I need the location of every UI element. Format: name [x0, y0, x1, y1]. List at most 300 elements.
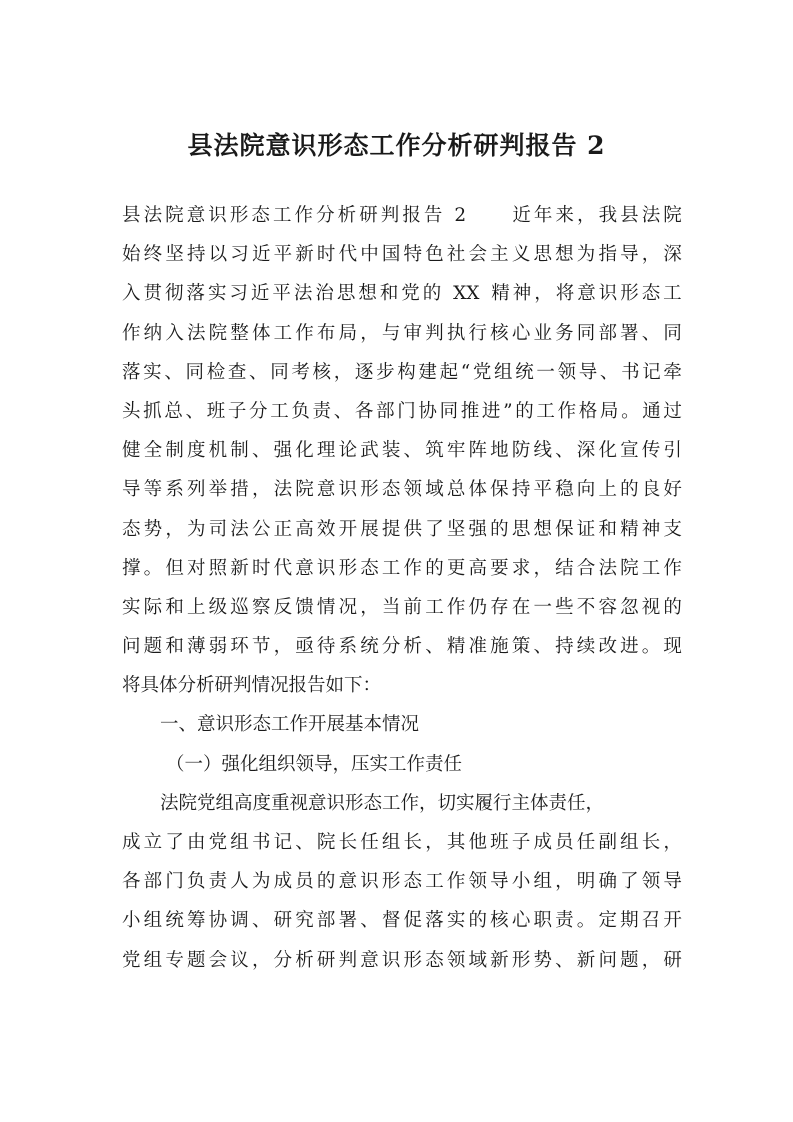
- text-glyph: 筹: [186, 910, 206, 932]
- text-glyph: 代: [338, 244, 358, 266]
- text-glyph: 立: [143, 832, 163, 853]
- text-glyph: 班: [206, 400, 226, 422]
- text-glyph: 更: [446, 557, 466, 579]
- text-glyph: 的: [620, 479, 639, 501]
- text-glyph: 、: [360, 910, 379, 932]
- text-glyph: 督: [381, 910, 401, 932]
- text-glyph: 深: [576, 440, 596, 462]
- text-glyph: 、: [251, 910, 271, 932]
- text-glyph: 近: [250, 283, 270, 305]
- text-glyph: 为: [186, 518, 206, 540]
- text-glyph: 要: [490, 557, 509, 579]
- text-glyph: 强: [468, 518, 488, 540]
- text-glyph: 支: [663, 518, 682, 540]
- text-glyph: 弱: [208, 636, 228, 658]
- text-glyph: 当: [381, 596, 401, 618]
- text-glyph: ，: [165, 518, 184, 540]
- text-glyph: 坚: [165, 244, 184, 266]
- text-glyph: 、: [555, 949, 574, 971]
- text-glyph: 以: [208, 244, 228, 266]
- text-glyph: 定: [598, 910, 617, 932]
- text-glyph: 同: [439, 400, 459, 422]
- text-glyph: 问: [598, 949, 617, 971]
- text-glyph: 反: [273, 596, 293, 618]
- text-glyph: 形: [620, 283, 639, 305]
- text-glyph: 题: [186, 949, 206, 971]
- text-glyph: 子: [227, 400, 247, 422]
- text-glyph: 节: [251, 636, 271, 658]
- text-glyph: 识: [381, 949, 401, 971]
- text-glyph: 门: [397, 400, 416, 422]
- text-glyph: 、: [403, 440, 423, 462]
- text-glyph: 了: [425, 518, 444, 540]
- text-glyph: 署: [338, 910, 358, 932]
- text-glyph: 负: [291, 400, 310, 422]
- text-glyph: 想: [533, 518, 552, 540]
- text-glyph: 会: [208, 949, 228, 971]
- paragraph-line: [122, 510, 682, 549]
- text-glyph: 为: [251, 871, 271, 893]
- text-glyph: 对: [186, 557, 206, 579]
- text-glyph: 作: [446, 871, 466, 893]
- text-glyph: 现: [663, 636, 682, 658]
- text-glyph: 为: [576, 244, 596, 266]
- text-glyph: 研: [663, 949, 682, 971]
- text-glyph: 员: [295, 871, 314, 893]
- text-glyph: 实: [207, 283, 227, 305]
- text-glyph: 识: [598, 283, 618, 305]
- text-glyph: 公: [251, 518, 271, 540]
- text-glyph: 识: [360, 871, 379, 893]
- text-glyph: 的: [468, 910, 488, 932]
- text-glyph: 人: [230, 871, 249, 893]
- text-glyph: 组: [230, 832, 249, 853]
- text-glyph: 整: [230, 322, 249, 344]
- text-glyph: 法: [186, 322, 206, 344]
- text-glyph: 高: [295, 518, 314, 540]
- text-glyph: 责: [208, 871, 228, 893]
- text-glyph: 责: [312, 400, 332, 422]
- text-glyph: 贯: [143, 283, 162, 305]
- text-glyph: 法: [293, 283, 313, 305]
- text-glyph: ”: [503, 400, 513, 422]
- text-glyph: 考: [291, 361, 310, 383]
- text-glyph: 分: [316, 205, 335, 226]
- text-glyph: 报: [402, 205, 421, 226]
- text-glyph: 体: [468, 479, 488, 501]
- text-glyph: 装: [381, 440, 401, 462]
- text-glyph: 态: [381, 479, 401, 501]
- text-glyph: 职: [533, 910, 552, 932]
- text-glyph: 全: [143, 440, 163, 462]
- text-glyph: 形: [381, 871, 401, 893]
- text-glyph: 稳: [555, 479, 574, 501]
- text-glyph: 体: [251, 322, 271, 344]
- text-glyph: 析: [337, 205, 357, 226]
- text-glyph: 形: [338, 557, 358, 579]
- text-glyph: 通: [642, 400, 661, 422]
- text-glyph: 专: [165, 949, 184, 971]
- text-glyph: 判: [338, 949, 358, 971]
- paragraph-line: [122, 431, 682, 470]
- text-glyph: 导: [620, 244, 639, 266]
- text-glyph: 求: [511, 557, 531, 579]
- text-glyph: 思: [511, 518, 531, 540]
- text-glyph: 识: [208, 205, 227, 226]
- text-glyph: 、: [333, 400, 353, 422]
- text-glyph: 问: [122, 636, 141, 658]
- text-glyph: 保: [490, 479, 509, 501]
- text-glyph: 门: [165, 871, 184, 893]
- text-glyph: 落: [186, 283, 205, 305]
- text-glyph: 法: [641, 205, 661, 226]
- text-glyph: 形: [229, 205, 249, 226]
- text-glyph: 识: [316, 557, 336, 579]
- document-body: [122, 196, 682, 980]
- text-glyph: 牢: [446, 440, 466, 462]
- text-glyph: 入: [122, 283, 141, 305]
- text-glyph: 化: [295, 440, 314, 462]
- text-glyph: 持: [511, 479, 531, 501]
- paragraph-line: [122, 941, 682, 980]
- text-glyph: 落: [425, 910, 444, 932]
- text-glyph: 线: [533, 440, 552, 462]
- text-glyph: 期: [620, 910, 639, 932]
- text-glyph: ，: [273, 636, 293, 658]
- text-glyph: 。: [576, 910, 596, 932]
- paragraph-line: [122, 274, 682, 313]
- text-glyph: 将: [555, 283, 575, 305]
- text-glyph: 持: [555, 636, 574, 658]
- text-glyph: 审: [403, 322, 423, 344]
- text-glyph: 态: [641, 283, 661, 305]
- text-glyph: 合: [576, 557, 596, 579]
- text-glyph: 和: [165, 636, 184, 658]
- paragraph-line: [122, 823, 682, 862]
- text-glyph: 各: [122, 871, 141, 893]
- text-glyph: 组: [494, 361, 513, 383]
- text-glyph: 平: [533, 479, 552, 501]
- text-glyph: 工: [641, 557, 661, 579]
- text-glyph: 小: [122, 910, 141, 932]
- text-glyph: 的: [316, 871, 336, 893]
- text-glyph: 各: [354, 400, 374, 422]
- text-glyph: 法: [230, 518, 249, 540]
- text-glyph: 强: [273, 440, 293, 462]
- text-glyph: 党: [472, 361, 492, 383]
- text-glyph: 域: [468, 949, 488, 971]
- text-glyph: 署: [620, 322, 639, 344]
- text-glyph: 实: [122, 596, 141, 618]
- text-glyph: ，: [555, 871, 574, 893]
- text-glyph: 作: [663, 557, 682, 579]
- text-glyph: [469, 196, 488, 235]
- text-glyph: 保: [555, 518, 574, 540]
- text-glyph: 时: [316, 244, 336, 266]
- text-glyph: 局: [338, 322, 358, 344]
- text-glyph: 结: [555, 557, 574, 579]
- text-glyph: 化: [598, 440, 617, 462]
- text-glyph: 正: [273, 518, 293, 540]
- text-glyph: 治: [315, 283, 334, 305]
- text-glyph: 组: [143, 949, 163, 971]
- text-glyph: 、: [185, 400, 205, 422]
- document-title: 县法院意识形态工作分析研判报告 2: [187, 131, 606, 160]
- text-glyph: 新: [576, 949, 596, 971]
- text-glyph: 同: [270, 361, 289, 383]
- paragraph-line: [122, 627, 682, 666]
- text-glyph: 抓: [143, 400, 162, 422]
- text-glyph: 责: [555, 910, 574, 932]
- text-glyph: 理: [316, 440, 336, 462]
- text-glyph: 一: [533, 596, 552, 618]
- text-glyph: 但: [165, 557, 184, 579]
- text-glyph: 总: [164, 400, 183, 422]
- text-glyph: 。: [641, 636, 661, 658]
- text-glyph: 习: [230, 244, 249, 266]
- paragraph-line: [122, 862, 682, 901]
- text-glyph: 策: [511, 636, 531, 658]
- text-glyph: 会: [468, 244, 488, 266]
- text-glyph: 、: [249, 361, 268, 383]
- text-glyph: 法: [598, 557, 617, 579]
- text-glyph: 格: [578, 400, 598, 422]
- text-glyph: 忽: [620, 596, 639, 618]
- text-glyph: 业: [533, 322, 552, 344]
- text-glyph: 展: [360, 518, 379, 540]
- text-glyph: 系: [338, 636, 358, 658]
- text-glyph: 的: [663, 596, 682, 618]
- text-glyph: 续: [576, 636, 596, 658]
- text-glyph: 作: [122, 322, 141, 344]
- text-glyph: ，: [251, 949, 271, 971]
- text-glyph: ，: [663, 832, 682, 853]
- text-glyph: 坚: [446, 518, 466, 540]
- text-glyph: 记: [273, 832, 293, 853]
- text-glyph: 新: [230, 557, 249, 579]
- text-glyph: 研: [273, 910, 293, 932]
- text-glyph: 、: [641, 322, 661, 344]
- text-glyph: 准: [468, 636, 488, 658]
- text-glyph: 研: [359, 205, 378, 226]
- text-glyph: 进: [481, 400, 501, 422]
- text-glyph: 部: [598, 322, 617, 344]
- text-glyph: 执: [446, 322, 466, 344]
- text-glyph: ，: [251, 479, 271, 501]
- text-glyph: 域: [425, 479, 444, 501]
- text-glyph: 思: [533, 244, 552, 266]
- text-glyph: 识: [338, 479, 358, 501]
- text-glyph: 开: [338, 518, 358, 540]
- text-glyph: 院: [316, 832, 336, 853]
- text-glyph: 建: [418, 361, 437, 383]
- text-glyph: 负: [186, 871, 206, 893]
- text-glyph: 、: [599, 361, 619, 383]
- text-glyph: 导: [578, 361, 598, 383]
- text-glyph: 彻: [164, 283, 184, 305]
- text-glyph: ，: [641, 244, 661, 266]
- text-glyph: 上: [598, 479, 617, 501]
- text-glyph: 领: [468, 871, 488, 893]
- text-glyph: 与: [381, 322, 401, 344]
- text-glyph: 确: [598, 871, 617, 893]
- text-glyph: 改: [598, 636, 617, 658]
- text-glyph: 形: [403, 949, 423, 971]
- text-glyph: 、: [533, 636, 552, 658]
- text-glyph: 意: [338, 871, 358, 893]
- paragraph-line: [122, 392, 682, 431]
- paragraph-line: 法院党组高度重视意识形态工作，切实履行主体责任，: [160, 792, 605, 814]
- text-glyph: 纳: [143, 322, 163, 344]
- text-glyph: 总: [446, 479, 466, 501]
- text-glyph: 召: [641, 910, 661, 932]
- text-glyph: [444, 274, 450, 313]
- text-glyph: 院: [165, 205, 184, 226]
- text-glyph: 步: [376, 361, 395, 383]
- text-glyph: 义: [511, 244, 531, 266]
- text-glyph: 工: [272, 205, 292, 226]
- text-glyph: 况: [338, 596, 358, 618]
- text-glyph: 议: [230, 949, 249, 971]
- text-glyph: 意: [186, 205, 206, 226]
- text-glyph: 同: [576, 322, 596, 344]
- text-glyph: 了: [620, 871, 639, 893]
- text-glyph: 意: [295, 557, 314, 579]
- text-glyph: 院: [663, 205, 682, 226]
- text-glyph: 撑: [122, 557, 141, 579]
- text-glyph: 任: [360, 832, 379, 853]
- text-glyph: 高: [468, 557, 488, 579]
- text-glyph: 我: [598, 205, 618, 226]
- text-glyph: 制: [165, 440, 184, 462]
- text-glyph: 领: [446, 949, 466, 971]
- text-glyph: 举: [208, 479, 228, 501]
- text-glyph: 工: [536, 400, 555, 422]
- text-glyph: 书: [621, 361, 640, 383]
- text-glyph: 牵: [663, 361, 682, 383]
- text-glyph: 查: [227, 361, 247, 383]
- text-glyph: 供: [403, 518, 423, 540]
- text-glyph: 健: [122, 440, 141, 462]
- text-glyph: 组: [381, 832, 401, 853]
- text-glyph: 势: [143, 518, 163, 540]
- text-glyph: 容: [598, 596, 617, 618]
- text-glyph: 引: [663, 440, 682, 462]
- text-glyph: 同: [185, 361, 205, 383]
- text-glyph: “: [460, 361, 471, 383]
- text-glyph: 想: [358, 283, 377, 305]
- text-glyph: 、: [251, 440, 271, 462]
- text-glyph: 视: [641, 596, 661, 618]
- text-glyph: 向: [576, 479, 596, 501]
- text-glyph: 色: [425, 244, 444, 266]
- text-glyph: 意: [316, 479, 336, 501]
- text-glyph: 。: [143, 557, 163, 579]
- text-glyph: 作: [446, 596, 466, 618]
- subsection-heading: （一）强化组织领导，压实工作责任: [166, 753, 463, 775]
- text-glyph: 分: [381, 636, 401, 658]
- text-glyph: 持: [186, 244, 206, 266]
- text-glyph: 工: [270, 400, 289, 422]
- text-glyph: 措: [230, 479, 249, 501]
- text-glyph: 的: [425, 557, 444, 579]
- text-glyph: 态: [122, 518, 141, 540]
- text-glyph: 论: [338, 440, 358, 462]
- text-glyph: 代: [273, 557, 293, 579]
- text-glyph: 、: [164, 361, 183, 383]
- text-glyph: 明: [576, 871, 596, 893]
- text-glyph: 促: [403, 910, 423, 932]
- text-glyph: 照: [208, 557, 228, 579]
- text-glyph: 导: [122, 479, 141, 501]
- text-glyph: 始: [122, 244, 141, 266]
- text-glyph: 导: [490, 871, 509, 893]
- text-glyph: 同: [663, 322, 682, 344]
- text-glyph: 际: [143, 596, 163, 618]
- text-glyph: 由: [186, 832, 206, 853]
- text-glyph: 领: [403, 479, 423, 501]
- text-glyph: 题: [143, 636, 163, 658]
- text-glyph: 社: [446, 244, 466, 266]
- text-glyph: 研: [316, 949, 336, 971]
- text-glyph: 统: [165, 910, 184, 932]
- text-glyph: ，: [533, 557, 552, 579]
- text-glyph: 开: [663, 910, 682, 932]
- text-glyph: 构: [397, 361, 416, 383]
- text-glyph: 县: [122, 205, 141, 226]
- text-glyph: 在: [511, 596, 531, 618]
- text-glyph: 武: [360, 440, 379, 462]
- text-glyph: 党: [122, 949, 141, 971]
- text-glyph: ，: [360, 322, 379, 344]
- text-glyph: 作: [294, 205, 314, 226]
- text-glyph: 精: [446, 636, 466, 658]
- text-glyph: 起: [439, 361, 459, 383]
- text-glyph: 的: [515, 400, 534, 422]
- text-glyph: 逐: [354, 361, 374, 383]
- text-glyph: 心: [511, 910, 531, 932]
- text-glyph: 任: [576, 832, 596, 853]
- text-glyph: 分: [249, 400, 268, 422]
- text-glyph: 防: [511, 440, 531, 462]
- text-glyph: 作: [557, 400, 577, 422]
- text-glyph: 传: [641, 440, 661, 462]
- text-glyph: 工: [273, 322, 293, 344]
- text-glyph: 工: [425, 596, 444, 618]
- text-glyph: 行: [468, 322, 488, 344]
- text-glyph: 核: [490, 322, 509, 344]
- text-glyph: 列: [186, 479, 206, 501]
- text-glyph: 县: [620, 205, 639, 226]
- text-glyph: 其: [446, 832, 466, 853]
- text-glyph: 巡: [230, 596, 249, 618]
- text-glyph: 组: [143, 910, 163, 932]
- text-glyph: 筑: [425, 440, 444, 462]
- text-glyph: 系: [165, 479, 184, 501]
- text-glyph: 深: [663, 244, 682, 266]
- text-glyph: 成: [122, 832, 141, 853]
- text-glyph: 薄: [186, 636, 206, 658]
- text-glyph: 部: [143, 871, 163, 893]
- text-glyph: 判: [380, 205, 400, 226]
- text-glyph: 成: [533, 832, 552, 853]
- text-glyph: 提: [381, 518, 401, 540]
- text-glyph: 亟: [295, 636, 314, 658]
- text-glyph: 检: [206, 361, 226, 383]
- text-glyph: 院: [295, 479, 314, 501]
- text-glyph: 态: [425, 949, 444, 971]
- text-glyph: 作: [295, 322, 314, 344]
